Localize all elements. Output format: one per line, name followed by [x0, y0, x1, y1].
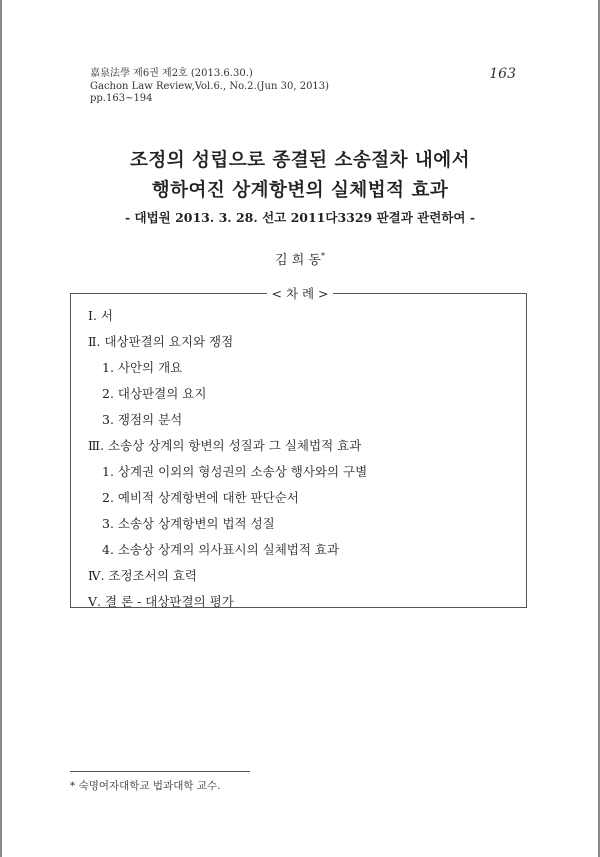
journal-header — [90, 68, 329, 106]
page-range: pp.163~194 — [90, 93, 153, 104]
toc-item: 4. 소송상 상계의 의사표시의 실체법적 효과 — [102, 542, 340, 557]
toc-heading-label: 차 례 — [285, 286, 315, 301]
toc-item: Ⅰ. 서 — [88, 308, 113, 323]
subtitle: - 대법원 2013. 3. 28. 선고 2011다3329 판결과 관련하여 - — [124, 210, 476, 225]
toc-item: 2. 대상판결의 요지 — [102, 386, 207, 401]
toc-item: Ⅴ. 결 론 - 대상판결의 평가 — [88, 594, 234, 609]
toc-item: Ⅳ. 조정조서의 효력 — [88, 568, 197, 583]
title-line-2: 행하여진 상계항변의 실체법적 효과 — [151, 180, 449, 201]
toc-item: 1. 사안의 개요 — [102, 360, 183, 375]
footnote: * 숙명여자대학교 법과대학 교수. — [70, 780, 221, 792]
author — [0, 249, 600, 268]
toc-item: 2. 예비적 상계항변에 대한 판단순서 — [102, 490, 299, 505]
toc-right-bracket-icon: > — [318, 286, 329, 301]
toc-item: 1. 상계권 이외의 형성권의 소송상 행사와의 구별 — [102, 464, 368, 479]
toc-item: Ⅲ. 소송상 상계의 항변의 성질과 그 실체법적 효과 — [88, 438, 362, 453]
toc-list — [88, 306, 367, 618]
toc-left-bracket-icon: < — [271, 286, 282, 301]
toc-item: 3. 소송상 상계항변의 법적 성질 — [102, 516, 275, 531]
journal-line: 嘉泉法學 제6권 제2호 (2013.6.30.) — [90, 68, 253, 79]
footnote-divider — [70, 771, 250, 772]
author-name: 김 희 동 — [275, 253, 321, 268]
toc-item: Ⅱ. 대상판결의 요지와 쟁점 — [88, 334, 234, 349]
toc-item: 3. 쟁점의 분석 — [102, 412, 183, 427]
page-number: 163 — [489, 66, 516, 82]
toc-heading — [0, 283, 600, 302]
title-line-1: 조정의 성립으로 종결된 소송절차 내에서 — [129, 150, 471, 171]
journal-english-line: Gachon Law Review,Vol.6., No.2.(Jun 30, 2013) — [90, 80, 330, 92]
author-footnote-mark: * — [320, 251, 325, 261]
